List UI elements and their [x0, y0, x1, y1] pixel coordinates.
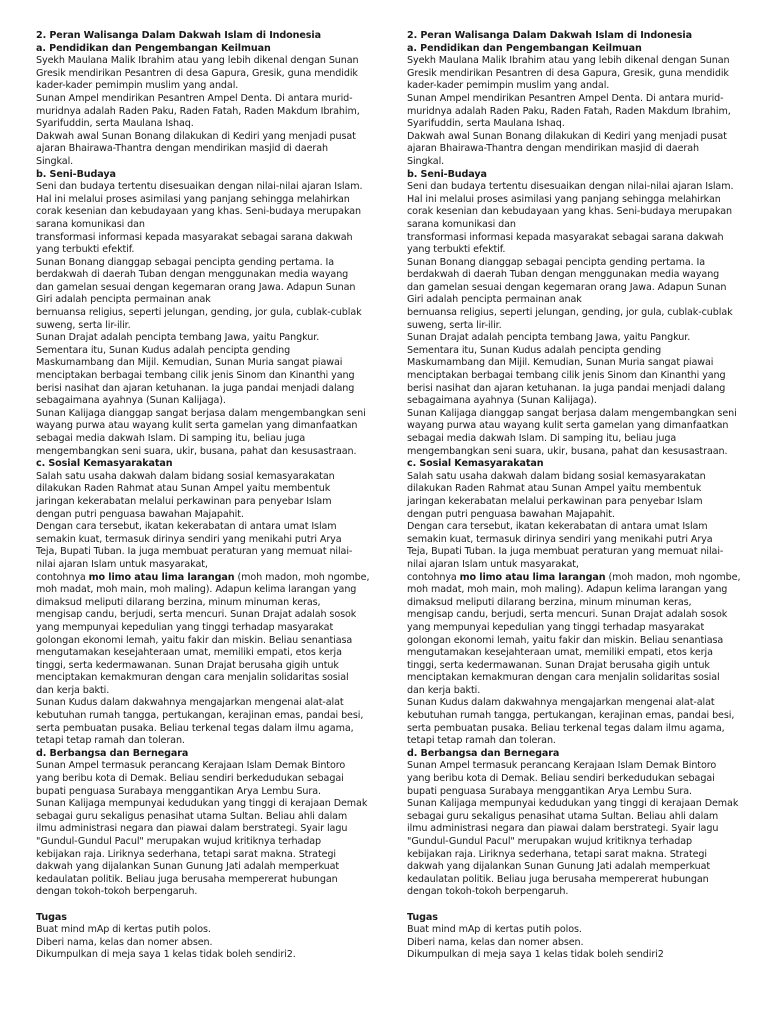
- text-line: Dikumpulkan di meja saya 1 kelas tidak boleh sendiri2: [407, 949, 664, 961]
- section-heading: Tugas: [36, 911, 67, 923]
- text-line: corak kesenian dan kebudayaan yang khas. Seni-budaya merupakan: [407, 206, 732, 218]
- text-line: kebijakan raja. Liriknya sederhana, tetapi sarat makna. Strategi: [36, 848, 336, 860]
- text-line: "Gundul-Gundul Pacul" merupakan wujud kritiknya terhadap: [36, 836, 321, 847]
- text-line: kedaulatan politik. Beliau juga berusaha mempererat hubungan: [36, 873, 338, 885]
- text-line: transformasi informasi kepada masyarakat sebagai sarana dakwah: [36, 231, 353, 243]
- section-heading: a. Pendidikan dan Pengembangan Keilmuan: [36, 42, 271, 54]
- text-line: Dikumpulkan di meja saya 1 kelas tidak boleh sendiri2.: [36, 949, 296, 961]
- text-line: dakwah yang dijalankan Sunan Gunung Jati adalah memperkuat: [36, 861, 340, 873]
- blank-line: [36, 899, 371, 912]
- text-line: Dakwah awal Sunan Bonang dilakukan di Kediri yang menjadi pusat: [36, 130, 356, 142]
- text-line: Seni dan budaya tertentu disesuaikan dengan nilai-nilai ajaran Islam.: [36, 181, 363, 193]
- text-line: sebagai media dakwah Islam. Di samping itu, beliau juga: [36, 433, 306, 444]
- text-line: Dengan cara tersebut, ikatan kekerabatan di antara umat Islam: [407, 521, 708, 533]
- text-line: Singkal.: [36, 155, 74, 167]
- blank-line: [407, 899, 742, 912]
- text-line: berdakwah di daerah Tuban dengan menggunakan media wayang: [407, 269, 720, 281]
- text-line: dengan tokoh-tokoh berpengaruh.: [407, 886, 569, 898]
- text-line: wayang purwa atau wayang kulit serta gamelan yang dimanfaatkan: [36, 420, 358, 432]
- text-line: bupati penguasa Surabaya menggantikan Arya Lembu Sura.: [36, 785, 321, 797]
- text-line: yang beribu kota di Demak. Beliau sendiri berkedudukan sebagai: [407, 773, 715, 785]
- text-line: berisi nasihat dan ajaran ketuhanan. Ia juga pandai menjadi dalang: [36, 382, 355, 394]
- text-line: yang mempunyai kepedulian yang tinggi terhadap masyarakat: [407, 621, 705, 633]
- text-line: sarana komunikasi dan: [407, 218, 516, 230]
- text-line: sebagaimana ayahnya (Sunan Kalijaga).: [407, 395, 597, 407]
- text-line: Sunan Ampel mendirikan Pesantren Ampel Denta. Di antara murid-: [36, 92, 353, 104]
- text-line: ilmu administrasi negara dan piawai dalam berstrategi. Syair lagu: [407, 823, 719, 835]
- text-line: berdakwah di daerah Tuban dengan menggunakan media wayang: [36, 269, 349, 281]
- text-fragment: (moh madon, moh ngombe,: [605, 571, 741, 583]
- text-line: serta pembuatan pusaka. Beliau terkenal tegas dalam ilmu agama,: [407, 722, 725, 734]
- text-line: Salah satu usaha dakwah dalam bidang sosial kemasyarakatan: [407, 470, 706, 482]
- text-line: semakin kuat, termasuk dirinya sendiri yang menikahi putri Arya: [407, 533, 713, 545]
- text-line: Seni dan budaya tertentu disesuaikan dengan nilai-nilai ajaran Islam.: [407, 181, 734, 193]
- text-line: dengan putri penguasa bawahan Majapahit.: [407, 508, 615, 520]
- text-line: Maskumambang dan Mijil. Kemudian, Sunan Muria sangat piawai: [36, 357, 343, 369]
- text-line: kebutuhan rumah tangga, pertukangan, kerajinan emas, pandai besi,: [407, 710, 735, 722]
- text-line: mengisap candu, berjudi, serta mencuri. Sunan Drajat adalah sosok: [36, 609, 357, 621]
- text-line: mengutamakan kesejahteraan umat, memiliki empati, etos kerja: [407, 647, 713, 659]
- text-line: dimaksud meliputi dilarang berzina, minum minuman keras,: [36, 596, 321, 608]
- text-line: tetapi tetap ramah dan toleran.: [407, 735, 556, 747]
- text-line: Sunan Bonang dianggap sebagai pencipta gending pertama. Ia: [407, 256, 706, 268]
- text-line: muridnya adalah Raden Paku, Raden Fatah, Raden Makdum Ibrahim,: [36, 105, 360, 117]
- text-line: ajaran Bhairawa-Thantra dengan mendirikan masjid di daerah: [407, 143, 699, 155]
- text-line: menciptakan berbagai tembang cilik jenis Sinom dan Kinanthi yang: [36, 370, 355, 382]
- right-column: [407, 30, 742, 962]
- section-heading: 2. Peran Walisanga Dalam Dakwah Islam di Indonesia: [407, 30, 692, 41]
- section-heading: a. Pendidikan dan Pengembangan Keilmuan: [407, 42, 642, 54]
- text-line: dan gamelan sesuai dengan kegemaran orang Jawa. Adapun Sunan: [407, 281, 727, 293]
- text-line: Teja, Bupati Tuban. Ia juga membuat peraturan yang memuat nilai-: [36, 546, 353, 558]
- text-line: Sunan Kudus dalam dakwahnya mengajarkan mengenai alat-alat: [407, 697, 715, 709]
- text-line: mengembangkan seni suara, ukir, busana, pahat dan kesusastraan.: [407, 445, 728, 457]
- text-line: dan kerja bakti.: [36, 684, 110, 696]
- text-line: Hal ini melalui proses asimilasi yang panjang sehingga melahirkan: [407, 193, 721, 205]
- section-heading: d. Berbangsa dan Bernegara: [407, 747, 560, 759]
- text-line: mengembangkan seni suara, ukir, busana, pahat dan kesusastraan.: [36, 445, 357, 457]
- text-line: Gresik mendirikan Pesantren di desa Gapura, Gresik, guna mendidik: [407, 67, 729, 79]
- section-heading: 2. Peran Walisanga Dalam Dakwah Islam di Indonesia: [36, 30, 321, 41]
- text-line: Sunan Drajat adalah pencipta tembang Jawa, yaitu Pangkur.: [407, 332, 691, 344]
- text-line: Sementara itu, Sunan Kudus adalah pencipta gending: [36, 344, 291, 356]
- text-line: semakin kuat, termasuk dirinya sendiri yang menikahi putri Arya: [36, 533, 342, 545]
- section-heading: Tugas: [407, 911, 438, 923]
- text-line: Gresik mendirikan Pesantren di desa Gapura, Gresik, guna mendidik: [36, 67, 358, 79]
- text-line: Sunan Ampel termasuk perancang Kerajaan Islam Demak Bintoro: [36, 760, 346, 772]
- text-line: kader-kader pemimpin muslim yang andal.: [36, 80, 239, 92]
- text-line: tinggi, serta kedermawanan. Sunan Drajat berusaha gigih untuk: [407, 659, 710, 671]
- text-line: Diberi nama, kelas dan nomer absen.: [407, 936, 584, 948]
- text-line: kebijakan raja. Liriknya sederhana, tetapi sarat makna. Strategi: [407, 848, 707, 860]
- emphasized-text: mo limo atau lima larangan: [459, 571, 606, 583]
- text-line: jaringan kekerabatan melalui perkawinan para penyebar Islam: [36, 495, 332, 507]
- text-line: kader-kader pemimpin muslim yang andal.: [407, 80, 610, 92]
- text-fragment: (moh madon, moh ngombe,: [234, 571, 370, 583]
- text-line: Syekh Maulana Malik Ibrahim atau yang lebih dikenal dengan Sunan: [407, 55, 730, 67]
- text-line: Sunan Kalijaga dianggap sangat berjasa dalam mengembangkan seni: [407, 407, 737, 419]
- text-line: tinggi, serta kedermawanan. Sunan Drajat berusaha gigih untuk: [36, 659, 339, 671]
- text-line: golongan ekonomi lemah, yaitu fakir dan miskin. Beliau senantiasa: [36, 634, 353, 646]
- text-line: Salah satu usaha dakwah dalam bidang sosial kemasyarakatan: [36, 470, 335, 482]
- text-line: yang terbukti efektif.: [36, 244, 135, 256]
- text-line: moh madat, moh main, moh maling). Adapun kelima larangan yang: [407, 584, 728, 596]
- section-heading: c. Sosial Kemasyarakatan: [36, 458, 173, 470]
- text-line: Syarifuddin, serta Maulana Ishaq.: [407, 118, 565, 130]
- text-line: mengutamakan kesejahteraan umat, memiliki empati, etos kerja: [36, 647, 342, 659]
- text-line: jaringan kekerabatan melalui perkawinan para penyebar Islam: [407, 495, 703, 507]
- text-line: sebagai guru sekaligus penasihat utama Sultan. Beliau ahli dalam: [407, 810, 719, 822]
- text-line: Syekh Maulana Malik Ibrahim atau yang lebih dikenal dengan Sunan: [36, 55, 359, 67]
- text-line: kebutuhan rumah tangga, pertukangan, kerajinan emas, pandai besi,: [36, 710, 364, 722]
- text-line: berisi nasihat dan ajaran ketuhanan. Ia juga pandai menjadi dalang: [407, 382, 726, 394]
- text-line: Buat mind mAp di kertas putih polos.: [36, 924, 211, 936]
- text-line: [36, 572, 371, 585]
- text-line: Singkal.: [407, 155, 445, 167]
- text-line: sarana komunikasi dan: [36, 218, 145, 230]
- text-line: menciptakan kemakmuran dengan cara menjalin solidaritas sosial: [36, 672, 349, 684]
- text-line: sebagai media dakwah Islam. Di samping itu, beliau juga: [407, 433, 677, 444]
- text-line: dan kerja bakti.: [407, 684, 481, 696]
- text-line: yang mempunyai kepedulian yang tinggi terhadap masyarakat: [36, 621, 334, 633]
- text-line: Sunan Kudus dalam dakwahnya mengajarkan mengenai alat-alat: [36, 697, 344, 709]
- emphasized-text: mo limo atau lima larangan: [88, 571, 235, 583]
- text-line: "Gundul-Gundul Pacul" merupakan wujud kritiknya terhadap: [407, 836, 692, 847]
- text-line: bernuansa religius, seperti jelungan, gending, jor gula, cublak-cublak: [407, 307, 733, 319]
- text-line: bupati penguasa Surabaya menggantikan Arya Lembu Sura.: [407, 785, 692, 797]
- text-fragment: contohnya: [36, 571, 89, 583]
- text-line: dan gamelan sesuai dengan kegemaran orang Jawa. Adapun Sunan: [36, 281, 356, 293]
- left-column: [36, 30, 371, 962]
- text-line: Maskumambang dan Mijil. Kemudian, Sunan Muria sangat piawai: [407, 357, 714, 369]
- text-line: nilai ajaran Islam untuk masyarakat,: [36, 558, 208, 570]
- text-line: nilai ajaran Islam untuk masyarakat,: [407, 558, 579, 570]
- text-line: yang terbukti efektif.: [407, 244, 506, 256]
- text-line: [407, 572, 742, 585]
- text-line: serta pembuatan pusaka. Beliau terkenal tegas dalam ilmu agama,: [36, 722, 354, 734]
- section-heading: b. Seni-Budaya: [36, 168, 116, 180]
- section-heading: d. Berbangsa dan Bernegara: [36, 747, 189, 759]
- text-line: ilmu administrasi negara dan piawai dalam berstrategi. Syair lagu: [36, 823, 348, 835]
- text-line: Sementara itu, Sunan Kudus adalah pencipta gending: [407, 344, 662, 356]
- text-line: ajaran Bhairawa-Thantra dengan mendirikan masjid di daerah: [36, 143, 328, 155]
- text-line: menciptakan kemakmuran dengan cara menjalin solidaritas sosial: [407, 672, 720, 684]
- text-line: wayang purwa atau wayang kulit serta gamelan yang dimanfaatkan: [407, 420, 729, 432]
- text-line: Dakwah awal Sunan Bonang dilakukan di Kediri yang menjadi pusat: [407, 130, 727, 142]
- text-line: kedaulatan politik. Beliau juga berusaha mempererat hubungan: [407, 873, 709, 885]
- text-line: Giri adalah pencipta permainan anak: [407, 294, 582, 306]
- text-line: Sunan Ampel mendirikan Pesantren Ampel Denta. Di antara murid-: [407, 92, 724, 104]
- text-line: corak kesenian dan kebudayaan yang khas. Seni-budaya merupakan: [36, 206, 361, 218]
- text-line: Sunan Drajat adalah pencipta tembang Jawa, yaitu Pangkur.: [36, 332, 320, 344]
- section-heading: b. Seni-Budaya: [407, 168, 487, 180]
- text-line: sebagaimana ayahnya (Sunan Kalijaga).: [36, 395, 226, 407]
- text-line: yang beribu kota di Demak. Beliau sendiri berkedudukan sebagai: [36, 773, 344, 785]
- text-line: Syarifuddin, serta Maulana Ishaq.: [36, 118, 194, 130]
- text-line: transformasi informasi kepada masyarakat sebagai sarana dakwah: [407, 231, 724, 243]
- text-line: dilakukan Raden Rahmat atau Sunan Ampel yaitu membentuk: [36, 483, 331, 495]
- text-line: sebagai guru sekaligus penasihat utama Sultan. Beliau ahli dalam: [36, 810, 348, 822]
- text-line: Giri adalah pencipta permainan anak: [36, 294, 211, 306]
- text-line: Diberi nama, kelas dan nomer absen.: [36, 936, 213, 948]
- text-line: suweng, serta lir-ilir.: [36, 319, 131, 331]
- section-heading: c. Sosial Kemasyarakatan: [407, 458, 544, 470]
- text-line: Sunan Ampel termasuk perancang Kerajaan Islam Demak Bintoro: [407, 760, 717, 772]
- text-line: moh madat, moh main, moh maling). Adapun kelima larangan yang: [36, 584, 357, 596]
- text-line: suweng, serta lir-ilir.: [407, 319, 502, 331]
- text-line: tetapi tetap ramah dan toleran.: [36, 735, 185, 747]
- text-line: Hal ini melalui proses asimilasi yang panjang sehingga melahirkan: [36, 193, 350, 205]
- text-line: dimaksud meliputi dilarang berzina, minum minuman keras,: [407, 596, 692, 608]
- text-line: dengan putri penguasa bawahan Majapahit.: [36, 508, 244, 520]
- text-line: Dengan cara tersebut, ikatan kekerabatan di antara umat Islam: [36, 521, 337, 533]
- text-line: Sunan Kalijaga dianggap sangat berjasa dalam mengembangkan seni: [36, 407, 366, 419]
- text-line: golongan ekonomi lemah, yaitu fakir dan miskin. Beliau senantiasa: [407, 634, 724, 646]
- text-line: Buat mind mAp di kertas putih polos.: [407, 924, 582, 936]
- text-line: Sunan Bonang dianggap sebagai pencipta gending pertama. Ia: [36, 256, 335, 268]
- text-fragment: contohnya: [407, 571, 460, 583]
- text-line: menciptakan berbagai tembang cilik jenis Sinom dan Kinanthi yang: [407, 370, 726, 382]
- text-line: muridnya adalah Raden Paku, Raden Fatah, Raden Makdum Ibrahim,: [407, 105, 731, 117]
- text-line: dakwah yang dijalankan Sunan Gunung Jati adalah memperkuat: [407, 861, 711, 873]
- text-line: Teja, Bupati Tuban. Ia juga membuat peraturan yang memuat nilai-: [407, 546, 724, 558]
- text-line: dilakukan Raden Rahmat atau Sunan Ampel yaitu membentuk: [407, 483, 702, 495]
- text-line: Sunan Kalijaga mempunyai kedudukan yang tinggi di kerajaan Demak: [36, 798, 368, 810]
- text-line: dengan tokoh-tokoh berpengaruh.: [36, 886, 198, 898]
- text-line: Sunan Kalijaga mempunyai kedudukan yang tinggi di kerajaan Demak: [407, 798, 739, 810]
- text-line: bernuansa religius, seperti jelungan, gending, jor gula, cublak-cublak: [36, 307, 362, 319]
- text-line: mengisap candu, berjudi, serta mencuri. Sunan Drajat adalah sosok: [407, 609, 728, 621]
